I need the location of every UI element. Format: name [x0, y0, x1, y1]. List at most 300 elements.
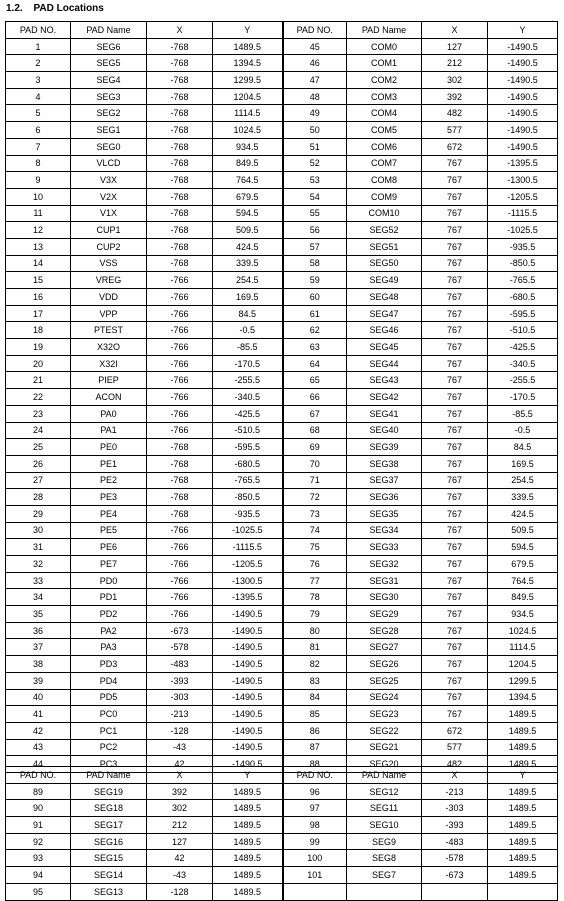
cell-y: -1490.5: [213, 689, 283, 706]
cell-pad-no: 3: [6, 72, 71, 89]
col-header-pad-name: PAD Name: [71, 767, 147, 784]
cell-pad-name: VREG: [71, 272, 147, 289]
cell-x: 767: [422, 672, 488, 689]
table-row: [6, 205, 558, 222]
cell-x: 767: [422, 422, 488, 439]
cell-x: -766: [147, 372, 213, 389]
cell-x: 302: [422, 72, 488, 89]
table-row: [6, 339, 558, 356]
cell-x: 767: [422, 272, 488, 289]
table-row: [6, 505, 558, 522]
cell-pad-name: VDD: [71, 289, 147, 306]
cell-pad-no: 15: [6, 272, 71, 289]
cell-pad-no: 79: [283, 606, 347, 623]
cell-x: 482: [422, 756, 488, 773]
table-row: [6, 572, 558, 589]
cell-y: 1489.5: [488, 850, 558, 867]
table-row: [6, 867, 558, 884]
cell-pad-no: 86: [283, 722, 347, 739]
cell-pad-name: SEG5: [71, 55, 147, 72]
cell-pad-no: 28: [6, 489, 71, 506]
cell-y: [488, 883, 558, 900]
cell-pad-no: 12: [6, 222, 71, 239]
cell-x: 767: [422, 606, 488, 623]
cell-y: 1114.5: [213, 105, 283, 122]
cell-y: 1489.5: [213, 38, 283, 55]
cell-pad-no: 24: [6, 422, 71, 439]
cell-pad-no: 7: [6, 138, 71, 155]
cell-y: 509.5: [488, 522, 558, 539]
cell-x: -766: [147, 355, 213, 372]
cell-pad-no: 81: [283, 639, 347, 656]
cell-pad-name: PA0: [71, 405, 147, 422]
table-row: [6, 222, 558, 239]
cell-pad-name: SEG2: [71, 105, 147, 122]
cell-pad-no: 69: [283, 439, 347, 456]
cell-pad-no: 20: [6, 355, 71, 372]
cell-pad-name: ACON: [71, 389, 147, 406]
cell-pad-name: SEG46: [347, 322, 422, 339]
cell-pad-name: SEG20: [347, 756, 422, 773]
cell-x: 767: [422, 355, 488, 372]
cell-pad-name: SEG34: [347, 522, 422, 539]
table-row: [6, 88, 558, 105]
table-row: [6, 833, 558, 850]
table-row: [6, 272, 558, 289]
cell-x: 767: [422, 238, 488, 255]
cell-pad-name: X32I: [71, 355, 147, 372]
cell-y: -1300.5: [213, 572, 283, 589]
cell-pad-name: PC1: [71, 722, 147, 739]
cell-y: -1490.5: [488, 122, 558, 139]
cell-pad-no: 2: [6, 55, 71, 72]
cell-pad-no: 23: [6, 405, 71, 422]
cell-y: 1489.5: [213, 800, 283, 817]
cell-y: -510.5: [488, 322, 558, 339]
cell-pad-name: SEG47: [347, 305, 422, 322]
cell-pad-name: PE4: [71, 505, 147, 522]
cell-y: -595.5: [488, 305, 558, 322]
cell-x: -766: [147, 539, 213, 556]
cell-y: -1490.5: [213, 722, 283, 739]
cell-x: 42: [147, 756, 213, 773]
cell-y: 1489.5: [213, 883, 283, 900]
cell-x: 302: [147, 800, 213, 817]
cell-x: 767: [422, 372, 488, 389]
table-row: [6, 105, 558, 122]
cell-pad-name: SEG10: [347, 817, 422, 834]
table-row: [6, 172, 558, 189]
cell-y: -1395.5: [488, 155, 558, 172]
cell-pad-name: SEG22: [347, 722, 422, 739]
cell-pad-no: 93: [6, 850, 71, 867]
table-row: [6, 722, 558, 739]
cell-pad-no: 68: [283, 422, 347, 439]
cell-y: -85.5: [213, 339, 283, 356]
cell-pad-no: 59: [283, 272, 347, 289]
cell-pad-no: 8: [6, 155, 71, 172]
cell-y: -680.5: [488, 289, 558, 306]
cell-pad-no: 57: [283, 238, 347, 255]
cell-pad-no: 48: [283, 88, 347, 105]
cell-y: 1489.5: [488, 706, 558, 723]
cell-y: -1025.5: [213, 522, 283, 539]
cell-pad-name: PD1: [71, 589, 147, 606]
table-row: [6, 38, 558, 55]
cell-x: 212: [147, 817, 213, 834]
cell-pad-no: 30: [6, 522, 71, 539]
cell-y: 1299.5: [213, 72, 283, 89]
cell-pad-no: 50: [283, 122, 347, 139]
cell-pad-name: SEG37: [347, 472, 422, 489]
cell-x: 482: [422, 105, 488, 122]
cell-x: -128: [147, 722, 213, 739]
cell-pad-no: 99: [283, 833, 347, 850]
table-row: [6, 155, 558, 172]
cell-y: -1490.5: [488, 138, 558, 155]
table-row: [6, 472, 558, 489]
cell-y: -1025.5: [488, 222, 558, 239]
cell-pad-no: 94: [6, 867, 71, 884]
cell-pad-no: 98: [283, 817, 347, 834]
cell-y: -255.5: [488, 372, 558, 389]
cell-x: -768: [147, 439, 213, 456]
cell-x: -768: [147, 505, 213, 522]
table-row: [6, 689, 558, 706]
cell-x: -393: [422, 817, 488, 834]
table-row: [6, 138, 558, 155]
cell-pad-no: 36: [6, 622, 71, 639]
cell-pad-name: PD3: [71, 656, 147, 673]
cell-pad-name: SEG40: [347, 422, 422, 439]
cell-pad-no: 92: [6, 833, 71, 850]
cell-y: 339.5: [213, 255, 283, 272]
cell-x: 392: [147, 783, 213, 800]
cell-pad-name: COM1: [347, 55, 422, 72]
cell-pad-no: 64: [283, 355, 347, 372]
cell-x: -766: [147, 405, 213, 422]
cell-x: -43: [147, 739, 213, 756]
cell-y: -935.5: [213, 505, 283, 522]
table-row: [6, 422, 558, 439]
cell-x: 672: [422, 138, 488, 155]
cell-pad-no: 62: [283, 322, 347, 339]
cell-x: 127: [422, 38, 488, 55]
cell-pad-name: SEG1: [71, 122, 147, 139]
cell-y: -0.5: [488, 422, 558, 439]
table-row: [6, 72, 558, 89]
cell-x: 767: [422, 656, 488, 673]
cell-y: 254.5: [213, 272, 283, 289]
cell-x: 392: [422, 88, 488, 105]
cell-y: -1490.5: [488, 105, 558, 122]
cell-pad-name: SEG45: [347, 339, 422, 356]
table-row: [6, 850, 558, 867]
cell-x: 767: [422, 489, 488, 506]
cell-pad-no: 41: [6, 706, 71, 723]
cell-x: -766: [147, 572, 213, 589]
cell-x: -768: [147, 155, 213, 172]
cell-pad-name: SEG18: [71, 800, 147, 817]
cell-x: 767: [422, 222, 488, 239]
cell-pad-name: COM9: [347, 188, 422, 205]
cell-pad-no: 65: [283, 372, 347, 389]
cell-x: -766: [147, 305, 213, 322]
cell-pad-name: PD4: [71, 672, 147, 689]
cell-x: -128: [147, 883, 213, 900]
cell-pad-no: 1: [6, 38, 71, 55]
cell-pad-no: 34: [6, 589, 71, 606]
cell-y: -1300.5: [488, 172, 558, 189]
cell-pad-name: PE5: [71, 522, 147, 539]
cell-y: -1490.5: [488, 88, 558, 105]
cell-y: -1490.5: [213, 622, 283, 639]
cell-x: 127: [147, 833, 213, 850]
cell-pad-no: 11: [6, 205, 71, 222]
cell-pad-name: PD2: [71, 606, 147, 623]
cell-x: -768: [147, 105, 213, 122]
cell-pad-no: 45: [283, 38, 347, 55]
cell-pad-name: SEG49: [347, 272, 422, 289]
cell-y: 1489.5: [488, 817, 558, 834]
table-row: [6, 883, 558, 900]
cell-y: 169.5: [488, 455, 558, 472]
cell-y: 679.5: [488, 556, 558, 573]
cell-x: 767: [422, 589, 488, 606]
col-header-pad-name: PAD Name: [347, 22, 422, 39]
cell-pad-no: 70: [283, 455, 347, 472]
cell-pad-no: 66: [283, 389, 347, 406]
cell-pad-name: SEG11: [347, 800, 422, 817]
col-header-x: X: [422, 22, 488, 39]
cell-pad-no: 9: [6, 172, 71, 189]
cell-pad-no: 55: [283, 205, 347, 222]
cell-pad-no: 82: [283, 656, 347, 673]
cell-y: 84.5: [488, 439, 558, 456]
cell-x: 767: [422, 155, 488, 172]
cell-pad-no: 56: [283, 222, 347, 239]
cell-y: 849.5: [213, 155, 283, 172]
cell-pad-name: PE6: [71, 539, 147, 556]
cell-y: -1490.5: [488, 55, 558, 72]
cell-pad-name: SEG30: [347, 589, 422, 606]
table-row: [6, 238, 558, 255]
cell-pad-no: 100: [283, 850, 347, 867]
col-header-y: Y: [488, 22, 558, 39]
cell-pad-name: SEG26: [347, 656, 422, 673]
cell-y: -340.5: [213, 389, 283, 406]
cell-x: 577: [422, 122, 488, 139]
cell-pad-no: 80: [283, 622, 347, 639]
cell-x: -213: [147, 706, 213, 723]
cell-pad-no: 58: [283, 255, 347, 272]
cell-pad-name: SEG41: [347, 405, 422, 422]
cell-pad-name: SEG19: [71, 783, 147, 800]
cell-x: 767: [422, 205, 488, 222]
cell-pad-name: COM8: [347, 172, 422, 189]
cell-pad-name: X32O: [71, 339, 147, 356]
cell-x: 577: [422, 739, 488, 756]
cell-pad-no: 61: [283, 305, 347, 322]
cell-pad-no: 53: [283, 172, 347, 189]
col-header-pad-no: PAD NO.: [283, 767, 347, 784]
cell-y: -170.5: [213, 355, 283, 372]
cell-x: -768: [147, 489, 213, 506]
table-row: [6, 672, 558, 689]
cell-y: 1489.5: [213, 867, 283, 884]
cell-pad-name: SEG14: [71, 867, 147, 884]
col-header-pad-no: PAD NO.: [6, 767, 71, 784]
cell-pad-name: SEG25: [347, 672, 422, 689]
cell-x: -766: [147, 339, 213, 356]
cell-x: 767: [422, 572, 488, 589]
cell-y: -595.5: [213, 439, 283, 456]
cell-pad-name: PE1: [71, 455, 147, 472]
cell-x: -768: [147, 238, 213, 255]
cell-y: -85.5: [488, 405, 558, 422]
cell-pad-name: COM0: [347, 38, 422, 55]
col-header-pad-name: PAD Name: [347, 767, 422, 784]
table-row: [6, 489, 558, 506]
cell-y: -1115.5: [213, 539, 283, 556]
cell-y: 1394.5: [488, 689, 558, 706]
cell-x: -213: [422, 783, 488, 800]
table-row: [6, 255, 558, 272]
cell-x: -483: [147, 656, 213, 673]
cell-y: -255.5: [213, 372, 283, 389]
col-header-x: X: [422, 767, 488, 784]
table-row: [6, 817, 558, 834]
cell-pad-name: SEG8: [347, 850, 422, 867]
cell-y: 339.5: [488, 489, 558, 506]
cell-pad-name: PC3: [71, 756, 147, 773]
cell-pad-no: [283, 883, 347, 900]
cell-x: -768: [147, 122, 213, 139]
cell-x: 767: [422, 389, 488, 406]
section-heading: [6, 3, 104, 14]
cell-pad-name: V2X: [71, 188, 147, 205]
pad-locations-table-1: [5, 21, 558, 773]
cell-pad-name: SEG32: [347, 556, 422, 573]
cell-y: 509.5: [213, 222, 283, 239]
cell-pad-no: 96: [283, 783, 347, 800]
cell-pad-name: SEG6: [71, 38, 147, 55]
cell-pad-no: 18: [6, 322, 71, 339]
cell-pad-no: 32: [6, 556, 71, 573]
table-row: [6, 589, 558, 606]
cell-x: -766: [147, 522, 213, 539]
cell-pad-no: 33: [6, 572, 71, 589]
table-row: [6, 706, 558, 723]
cell-pad-no: 29: [6, 505, 71, 522]
col-header-x: X: [147, 22, 213, 39]
cell-pad-no: 63: [283, 339, 347, 356]
cell-pad-name: SEG36: [347, 489, 422, 506]
cell-x: -768: [147, 38, 213, 55]
cell-y: -1490.5: [213, 606, 283, 623]
cell-y: 934.5: [213, 138, 283, 155]
cell-pad-no: 35: [6, 606, 71, 623]
cell-x: 672: [422, 722, 488, 739]
cell-pad-no: 26: [6, 455, 71, 472]
cell-y: -1490.5: [213, 656, 283, 673]
cell-pad-no: 42: [6, 722, 71, 739]
cell-y: 1489.5: [213, 833, 283, 850]
cell-pad-name: PD0: [71, 572, 147, 589]
cell-x: -578: [147, 639, 213, 656]
cell-pad-name: PE2: [71, 472, 147, 489]
table-row: [6, 372, 558, 389]
cell-pad-name: SEG51: [347, 238, 422, 255]
cell-x: 42: [147, 850, 213, 867]
cell-x: -766: [147, 556, 213, 573]
table-row: [6, 606, 558, 623]
cell-pad-name: SEG7: [347, 867, 422, 884]
cell-pad-name: SEG33: [347, 539, 422, 556]
cell-pad-no: 72: [283, 489, 347, 506]
cell-pad-name: SEG31: [347, 572, 422, 589]
cell-pad-name: COM6: [347, 138, 422, 155]
cell-pad-no: 43: [6, 739, 71, 756]
cell-y: -0.5: [213, 322, 283, 339]
cell-y: 1114.5: [488, 639, 558, 656]
cell-pad-name: SEG15: [71, 850, 147, 867]
cell-pad-name: SEG17: [71, 817, 147, 834]
cell-pad-no: 77: [283, 572, 347, 589]
cell-y: -170.5: [488, 389, 558, 406]
cell-pad-no: 31: [6, 539, 71, 556]
cell-y: 1489.5: [488, 800, 558, 817]
cell-y: 934.5: [488, 606, 558, 623]
col-header-y: Y: [213, 22, 283, 39]
cell-pad-no: 52: [283, 155, 347, 172]
cell-pad-name: SEG39: [347, 439, 422, 456]
cell-x: -766: [147, 422, 213, 439]
cell-x: 767: [422, 255, 488, 272]
cell-x: -768: [147, 138, 213, 155]
cell-x: -768: [147, 72, 213, 89]
cell-y: 1489.5: [213, 850, 283, 867]
cell-y: 1024.5: [213, 122, 283, 139]
cell-pad-name: PE7: [71, 556, 147, 573]
cell-x: 767: [422, 188, 488, 205]
cell-pad-name: SEG27: [347, 639, 422, 656]
cell-x: 767: [422, 622, 488, 639]
cell-x: -43: [147, 867, 213, 884]
cell-x: 767: [422, 706, 488, 723]
cell-y: 849.5: [488, 589, 558, 606]
cell-pad-name: SEG52: [347, 222, 422, 239]
table-row: [6, 305, 558, 322]
table-header-row: [6, 767, 558, 784]
cell-x: 767: [422, 455, 488, 472]
cell-y: 1394.5: [213, 55, 283, 72]
cell-pad-name: SEG4: [71, 72, 147, 89]
cell-pad-name: SEG35: [347, 505, 422, 522]
cell-x: -768: [147, 455, 213, 472]
cell-y: -935.5: [488, 238, 558, 255]
cell-x: [422, 883, 488, 900]
cell-pad-no: 4: [6, 88, 71, 105]
cell-pad-name: COM10: [347, 205, 422, 222]
cell-pad-name: SEG42: [347, 389, 422, 406]
table-row: [6, 739, 558, 756]
table-row: [6, 439, 558, 456]
cell-x: 767: [422, 405, 488, 422]
cell-x: 767: [422, 689, 488, 706]
cell-pad-no: 47: [283, 72, 347, 89]
cell-pad-name: SEG9: [347, 833, 422, 850]
